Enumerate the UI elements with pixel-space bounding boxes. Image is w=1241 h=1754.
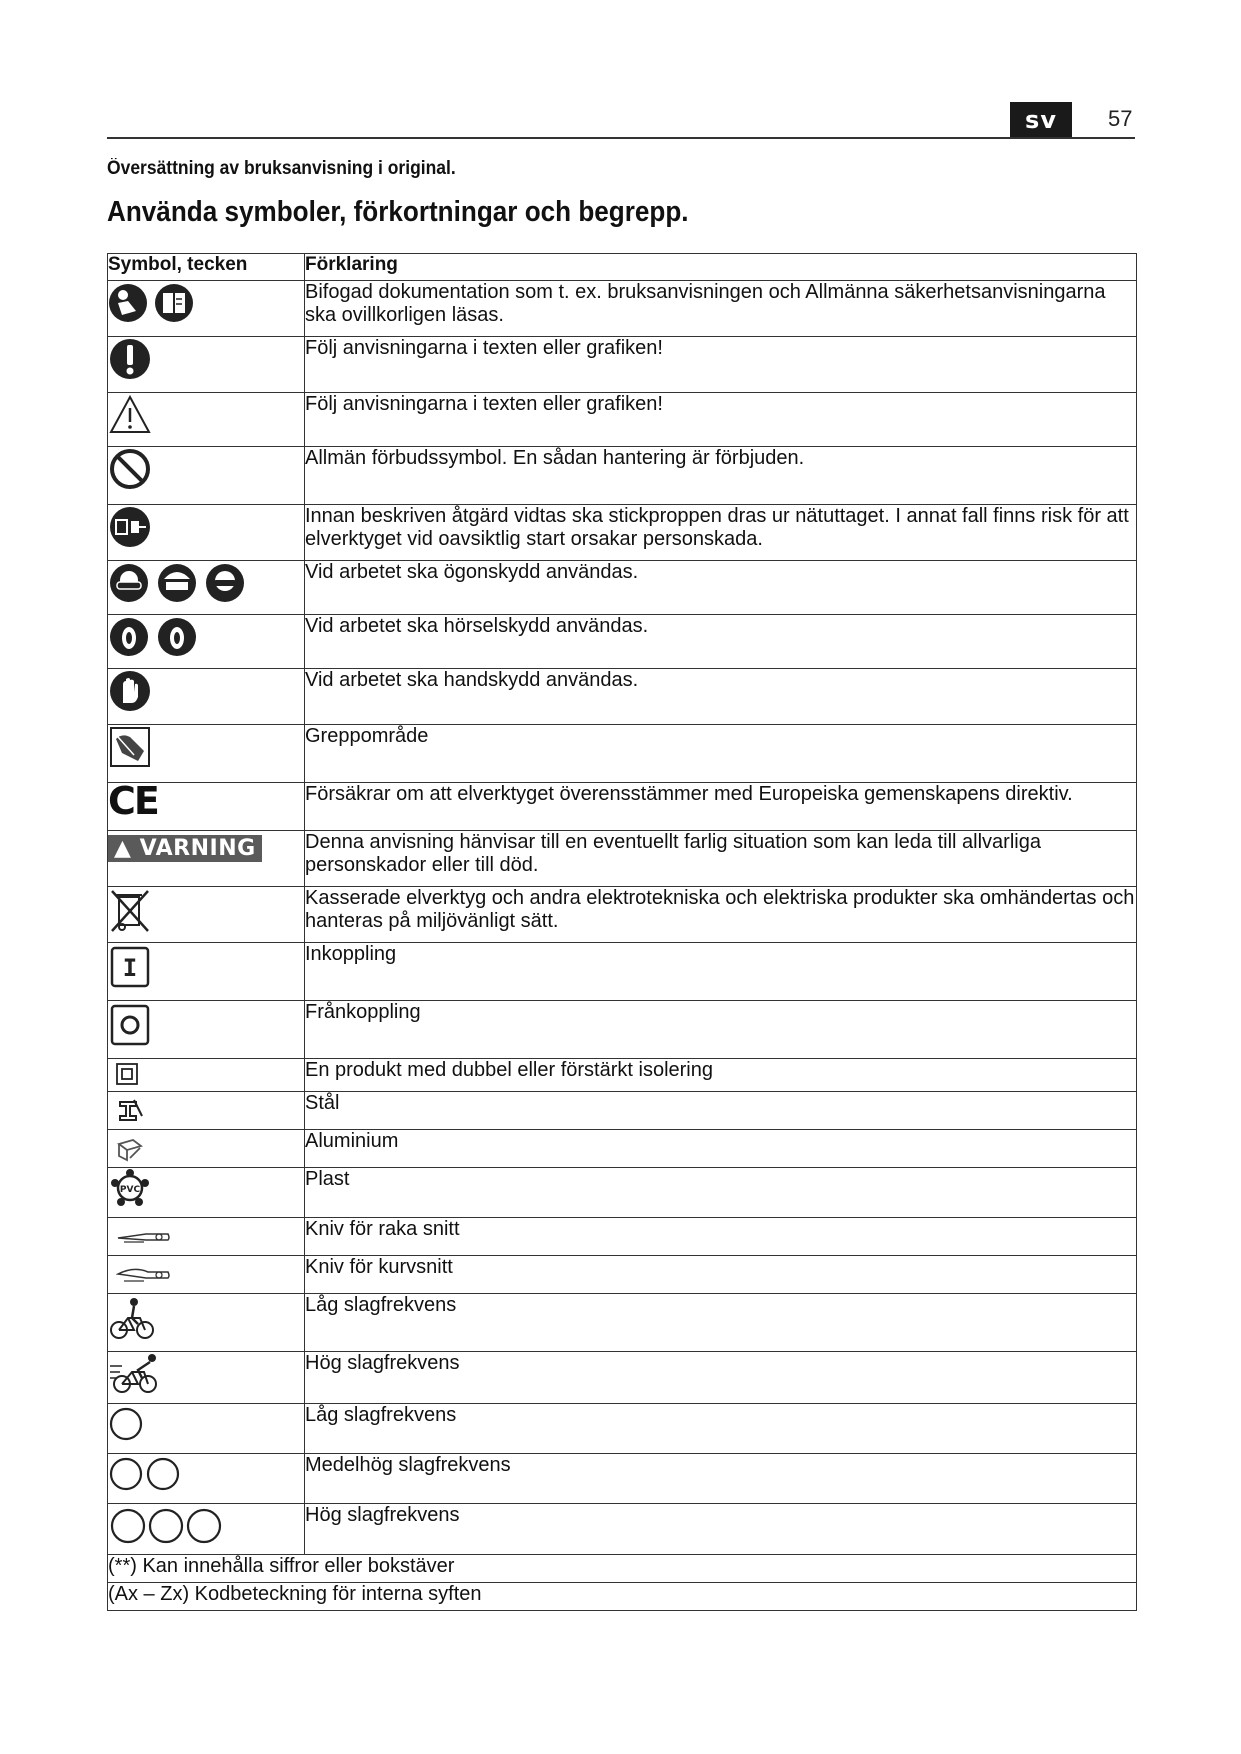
- row-explanation: Följ anvisningarna i texten eller grafiken!: [305, 393, 1137, 447]
- row-explanation: Kniv för raka snitt: [305, 1218, 1137, 1256]
- row-explanation: Frånkoppling: [305, 1001, 1137, 1059]
- curve-cut-knife-icon: [116, 1262, 172, 1284]
- warning-triangle-icon: [108, 393, 152, 437]
- header-symbol: Symbol, tecken: [108, 254, 305, 281]
- table-row: [108, 1059, 1137, 1092]
- table-row: [108, 783, 1137, 831]
- table-row: [108, 1404, 1137, 1454]
- table-row: [108, 337, 1137, 393]
- table-row: [108, 1218, 1137, 1256]
- one-circle-icon: [108, 1404, 148, 1444]
- footnote-row: [108, 1555, 1137, 1583]
- header-explanation: Förklaring: [305, 254, 1137, 281]
- table-header-row: [108, 254, 1137, 281]
- high-stroke-rate-bicycle-icon: [108, 1352, 164, 1396]
- row-explanation: Greppområde: [305, 725, 1137, 783]
- table-row: [108, 1130, 1137, 1168]
- ce-mark-icon: CE: [108, 779, 158, 823]
- eye-protection-icon: [108, 561, 248, 605]
- warning-label-badge: [108, 835, 262, 862]
- crossed-bin-icon: [108, 887, 152, 933]
- steel-material-icon: [116, 1096, 144, 1124]
- table-row: [108, 1001, 1137, 1059]
- footnote: (**) Kan innehålla siffror eller bokstäver: [108, 1555, 1137, 1583]
- row-explanation: Aluminium: [305, 1130, 1137, 1168]
- language-badge: sv: [1010, 102, 1072, 138]
- header-rule: [107, 137, 1135, 139]
- table-row: [108, 1294, 1137, 1352]
- row-explanation: Vid arbetet ska handskydd användas.: [305, 669, 1137, 725]
- table-row: [108, 393, 1137, 447]
- grip-area-icon: [108, 725, 152, 769]
- footnote: (Ax – Zx) Kodbeteckning för interna syften: [108, 1583, 1137, 1611]
- page-title: Använda symboler, förkortningar och begrepp.: [107, 196, 689, 228]
- straight-cut-knife-icon: [116, 1224, 172, 1246]
- symbols-table: [107, 253, 1137, 1611]
- table-row: [108, 943, 1137, 1001]
- double-insulation-icon: [116, 1063, 138, 1085]
- two-circles-icon: [108, 1454, 188, 1494]
- hand-protection-icon: [108, 669, 152, 713]
- document-subtitle: Översättning av bruksanvisning i original.: [107, 158, 456, 179]
- unplug-icon: [108, 505, 152, 549]
- row-explanation: Kasserade elverktyg och andra elektrotekniska och elektriska produkter ska omhändertas och hanteras på miljövänligt sätt.: [305, 887, 1137, 943]
- table-row: [108, 1256, 1137, 1294]
- row-explanation: Stål: [305, 1092, 1137, 1130]
- table-row: [108, 1352, 1137, 1404]
- row-explanation: Hög slagfrekvens: [305, 1504, 1137, 1555]
- page-number: 57: [1108, 106, 1133, 131]
- table-row: [108, 1504, 1137, 1555]
- hearing-protection-icon: [108, 615, 200, 659]
- row-explanation: Plast: [305, 1168, 1137, 1218]
- read-manual-icon: [108, 281, 204, 325]
- mandatory-exclamation-icon: [108, 337, 152, 381]
- row-explanation: Denna anvisning hänvisar till en eventuellt farlig situation som kan leda till allvarliga personskador eller till död.: [305, 831, 1137, 887]
- row-explanation: Kniv för kurvsnitt: [305, 1256, 1137, 1294]
- table-row: [108, 1092, 1137, 1130]
- footnote-row: [108, 1583, 1137, 1611]
- three-circles-icon: [108, 1504, 228, 1546]
- switch-on-label: I: [122, 954, 138, 982]
- row-explanation: Vid arbetet ska ögonskydd användas.: [305, 561, 1137, 615]
- warning-label-text: VARNING: [139, 836, 256, 861]
- table-row: [108, 725, 1137, 783]
- row-explanation: Låg slagfrekvens: [305, 1404, 1137, 1454]
- table-row: [108, 887, 1137, 943]
- pvc-label: PVC: [119, 1185, 141, 1195]
- table-row: [108, 669, 1137, 725]
- table-row: [108, 447, 1137, 505]
- warning-triangle-icon: ▲: [114, 836, 132, 861]
- row-explanation: Inkoppling: [305, 943, 1137, 1001]
- row-explanation: Innan beskriven åtgärd vidtas ska stickproppen dras ur nätuttaget. I annat fall finns risk för att elverktyget vid oavsiktlig start orsakar personskada.: [305, 505, 1137, 561]
- table-row: [108, 615, 1137, 669]
- row-explanation: Vid arbetet ska hörselskydd användas.: [305, 615, 1137, 669]
- table-row: [108, 561, 1137, 615]
- row-explanation: Hög slagfrekvens: [305, 1352, 1137, 1404]
- table-row: [108, 1454, 1137, 1504]
- low-stroke-rate-bicycle-icon: [108, 1294, 158, 1342]
- table-row: [108, 505, 1137, 561]
- aluminium-material-icon: [116, 1134, 144, 1162]
- prohibition-icon: [108, 447, 152, 491]
- table-row: [108, 1168, 1137, 1218]
- table-row: [108, 831, 1137, 887]
- switch-on-icon: [108, 943, 152, 989]
- row-explanation: Försäkrar om att elverktyget överensstämmer med Europeiska gemenskapens direktiv.: [305, 783, 1137, 831]
- row-explanation: En produkt med dubbel eller förstärkt isolering: [305, 1059, 1137, 1092]
- row-explanation: Låg slagfrekvens: [305, 1294, 1137, 1352]
- row-explanation: Bifogad dokumentation som t. ex. bruksanvisningen och Allmänna säkerhetsanvisningarna ska ovillkorligen läsas.: [305, 281, 1137, 337]
- row-explanation: Allmän förbudssymbol. En sådan hantering är förbjuden.: [305, 447, 1137, 505]
- row-explanation: Medelhög slagfrekvens: [305, 1454, 1137, 1504]
- table-row: [108, 281, 1137, 337]
- row-explanation: Följ anvisningarna i texten eller grafiken!: [305, 337, 1137, 393]
- plastic-pvc-icon: [108, 1168, 152, 1208]
- switch-off-icon: [108, 1001, 152, 1047]
